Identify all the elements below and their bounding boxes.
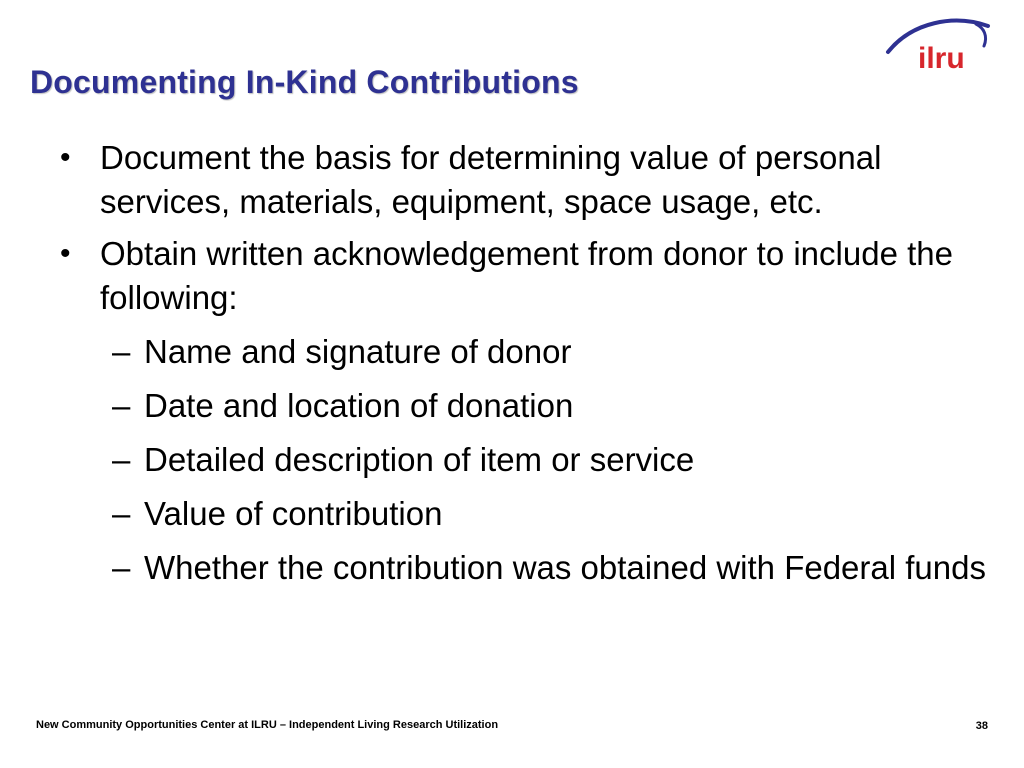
ilru-logo-icon <box>884 14 992 74</box>
bullet-symbol: • <box>60 141 71 174</box>
bullet-item <box>58 136 998 224</box>
sub-bullet-text: Whether the contribution was obtained with Federal funds <box>144 549 986 586</box>
bullet-text: Obtain written acknowledgement from donor to include the following: <box>100 235 953 316</box>
sub-bullet-list <box>58 330 998 590</box>
page-number: 38 <box>975 720 988 732</box>
sub-bullet-symbol: – <box>112 387 131 424</box>
sub-bullet-symbol: – <box>112 333 131 370</box>
sub-bullet-item <box>58 438 998 482</box>
sub-bullet-item <box>58 546 998 590</box>
sub-bullet-item <box>58 384 998 428</box>
slide-content <box>58 136 998 600</box>
sub-bullet-text: Date and location of donation <box>144 387 574 424</box>
sub-bullet-symbol: – <box>112 441 131 478</box>
bullet-text: Document the basis for determining value of personal services, materials, equipment, space usage, etc. <box>100 139 882 220</box>
sub-bullet-text: Name and signature of donor <box>144 333 572 370</box>
slide-title: Documenting In-Kind Contributions <box>30 64 579 100</box>
sub-bullet-symbol: – <box>112 549 131 586</box>
svg-text:ilru: ilru <box>918 42 965 74</box>
footer-org: New Community Opportunities Center at ILRU – Independent Living Research Utilization <box>36 719 499 731</box>
sub-bullet-symbol: – <box>112 495 131 532</box>
bullet-symbol: • <box>60 237 71 270</box>
ilru-logo <box>884 14 992 74</box>
sub-bullet-text: Detailed description of item or service <box>144 441 695 478</box>
bullet-item <box>58 232 998 320</box>
sub-bullet-item <box>58 492 998 536</box>
sub-bullet-text: Value of contribution <box>144 495 443 532</box>
sub-bullet-item <box>58 330 998 374</box>
